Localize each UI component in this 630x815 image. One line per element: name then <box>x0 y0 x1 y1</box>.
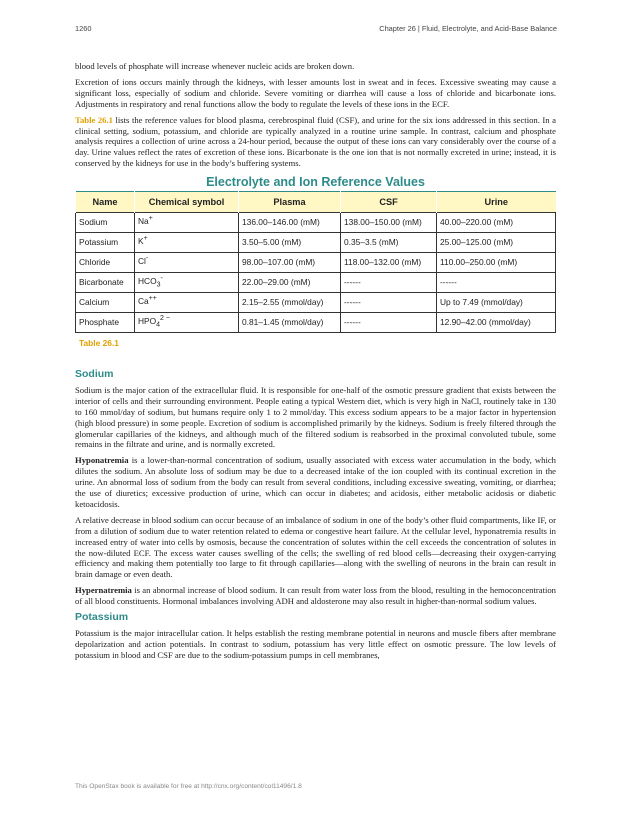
sodium-paragraph-2: Hyponatremia is a lower-than-normal concentration of sodium, usually associated with excess water accumulation in the body, which dilutes the sodium. An absolute loss of sodium may be due to a decreased intake of the ion coupled with its continual excretion in the urine. An abnormal loss of sodium from the body can result from several conditions, including excessive sweating, vomiting, or diarrhea; the use of diuretics; excessive production of urine, which can occur in diabetes; and acidosis, either metabolic acidosis or diabetic ketoacidosis. <box>75 455 556 509</box>
ion-name: Sodium <box>76 213 135 233</box>
urine-value: 25.00–125.00 (mM) <box>437 233 556 253</box>
table-caption: Table 26.1 <box>79 338 119 349</box>
chemical-symbol: Na+ <box>135 213 239 233</box>
table-row <box>76 213 556 233</box>
sodium-paragraph-1: Sodium is the major cation of the extracellular fluid. It is responsible for one-half of the osmotic pressure gradient that exists between the interior of cells and their surrounding environment. People eating a typical Western diet, which is very high in NaCl, routinely take in 130 to 160 mmol/day of sodium, but humans require only 1 to 2 mmol/day. This excess sodium appears to be a major factor in hypertension (high blood pressure) in some people. Excretion of sodium is accomplished primarily by the kidneys. Sodium is freely filtered through the glomerular capillaries of the kidneys, and although much of the filtered sodium is reabsorbed in the proximal convoluted tubule, some remains in the filtrate and urine, and is normally excreted. <box>75 384 556 450</box>
plasma-value: 98.00–107.00 (mM) <box>239 253 341 273</box>
plasma-value: 22.00–29.00 (mM) <box>239 273 341 293</box>
table-reference-link[interactable]: Table 26.1 <box>75 114 113 125</box>
urine-value: Up to 7.49 (mmol/day) <box>437 293 556 313</box>
ion-name: Bicarbonate <box>76 273 135 293</box>
ion-name: Phosphate <box>76 313 135 333</box>
csf-value: 0.35–3.5 (mM) <box>341 233 437 253</box>
urine-value: ------ <box>437 273 556 293</box>
footer-attribution: This OpenStax book is available for free at http://cnx.org/content/col11496/1.8 <box>75 783 302 790</box>
chemical-symbol: $HCO_3^-$ <box>135 273 239 293</box>
plasma-value: 3.50–5.00 (mM) <box>239 233 341 253</box>
intro-paragraph-3 <box>75 115 556 170</box>
ion-name: Chloride <box>76 253 135 273</box>
column-header: Urine <box>437 192 556 213</box>
csf-value: 138.00–150.00 (mM) <box>341 213 437 233</box>
csf-value: ------ <box>341 273 437 293</box>
column-header: Chemical symbol <box>135 192 239 213</box>
intro-paragraph-1: blood levels of phosphate will increase whenever nucleic acids are broken down. <box>75 61 355 71</box>
ion-name: Calcium <box>76 293 135 313</box>
intro-paragraph-2: Excretion of ions occurs mainly through the kidneys, with lesser amounts lost in sweat and in feces. Excessive sweating may cause a significant loss, especially of sodium and chloride. Severe vomiting or diarrhea will cause a loss of chloride and bicarbonate ions. Adjustments in respiratory and renal functions allow the body to regulate the levels of these ions in the ECF. <box>75 76 556 109</box>
section-heading-sodium: Sodium <box>75 367 114 380</box>
plasma-value: 0.81–1.45 (mmol/day) <box>239 313 341 333</box>
chemical-symbol: Cl- <box>135 253 239 273</box>
csf-value: 118.00–132.00 (mM) <box>341 253 437 273</box>
section-heading-potassium: Potassium <box>75 611 129 624</box>
sodium-paragraph-4: Hypernatremia is an abnormal increase of blood sodium. It can result from water loss from the blood, resulting in the hemoconcentration of all blood constituents. Hormonal imbalances involving ADH and aldosterone may also result in higher-than-normal sodium values. <box>75 585 556 607</box>
page-number: 1260 <box>75 24 92 33</box>
csf-value: ------ <box>341 313 437 333</box>
plasma-value: 136.00–146.00 (mM) <box>239 213 341 233</box>
potassium-paragraph-1: Potassium is the major intracellular cation. It helps establish the resting membrane potential in neurons and muscle fibers after membrane depolarization and action potentials. In contrast to sodium, potassium has very little effect on osmotic pressure. The low levels of potassium in blood and CSF are due to the sodium-potassium pumps in cell membranes, <box>75 628 556 660</box>
table-header-row <box>76 192 556 213</box>
chemical-symbol: Ca++ <box>135 293 239 313</box>
urine-value: 12.90–42.00 (mmol/day) <box>437 313 556 333</box>
chemical-symbol: $HPO_4^{2 -}$ <box>135 313 239 333</box>
urine-value: 40.00–220.00 (mM) <box>437 213 556 233</box>
page-content <box>75 61 556 666</box>
chapter-title: Chapter 26 | Fluid, Electrolyte, and Acid-Base Balance <box>379 24 557 33</box>
electrolyte-table <box>75 191 556 333</box>
table-row <box>76 293 556 313</box>
table-title: Electrolyte and Ion Reference Values <box>206 175 425 190</box>
chemical-symbol: K+ <box>135 233 239 253</box>
plasma-value: 2.15–2.55 (mmol/day) <box>239 293 341 313</box>
ion-name: Potassium <box>76 233 135 253</box>
table-row <box>76 233 556 253</box>
table-row <box>76 273 556 293</box>
intro-paragraph-3-text: lists the reference values for blood plasma, cerebrospinal fluid (CSF), and urine for the six ions addressed in this section. In a clinical setting, sodium, potassium, and chloride are typically analyzed in a routine urine sample. In contrast, calcium and phosphate analysis requires a collection of urine across a 24-hour period, because the output of these ions can vary considerably over the course of a day. Urine values reflect the rates of excretion of these ions. Bicarbonate is the one ion that is not normally excreted in urine; instead, it is conserved by the kidneys for use in the body’s buffering systems. <box>75 114 556 169</box>
term-hyponatremia: Hyponatremia <box>75 455 129 466</box>
csf-value: ------ <box>341 293 437 313</box>
table-row <box>76 313 556 333</box>
sodium-paragraph-3: A relative decrease in blood sodium can occur because of an imbalance of sodium in one of the body’s other fluid compartments, like IF, or from a dilution of sodium due to water retention related to edema or congestive heart failure. At the cellular level, hyponatremia results in increased entry of water into cells by osmosis, because the concentration of solutes within the cell exceeds the concentration of solutes in the now-diluted ECF. The excess water causes swelling of the cells; the swelling of red blood cells—decreasing their oxygen-carrying efficiency and making them potentially too large to fit through capillaries—along with the swelling of neurons in the brain can result in brain damage or even death. <box>75 514 556 580</box>
column-header: Name <box>76 192 135 213</box>
column-header: CSF <box>341 192 437 213</box>
table-row <box>76 253 556 273</box>
urine-value: 110.00–250.00 (mM) <box>437 253 556 273</box>
column-header: Plasma <box>239 192 341 213</box>
term-hypernatremia: Hypernatremia <box>75 585 132 596</box>
